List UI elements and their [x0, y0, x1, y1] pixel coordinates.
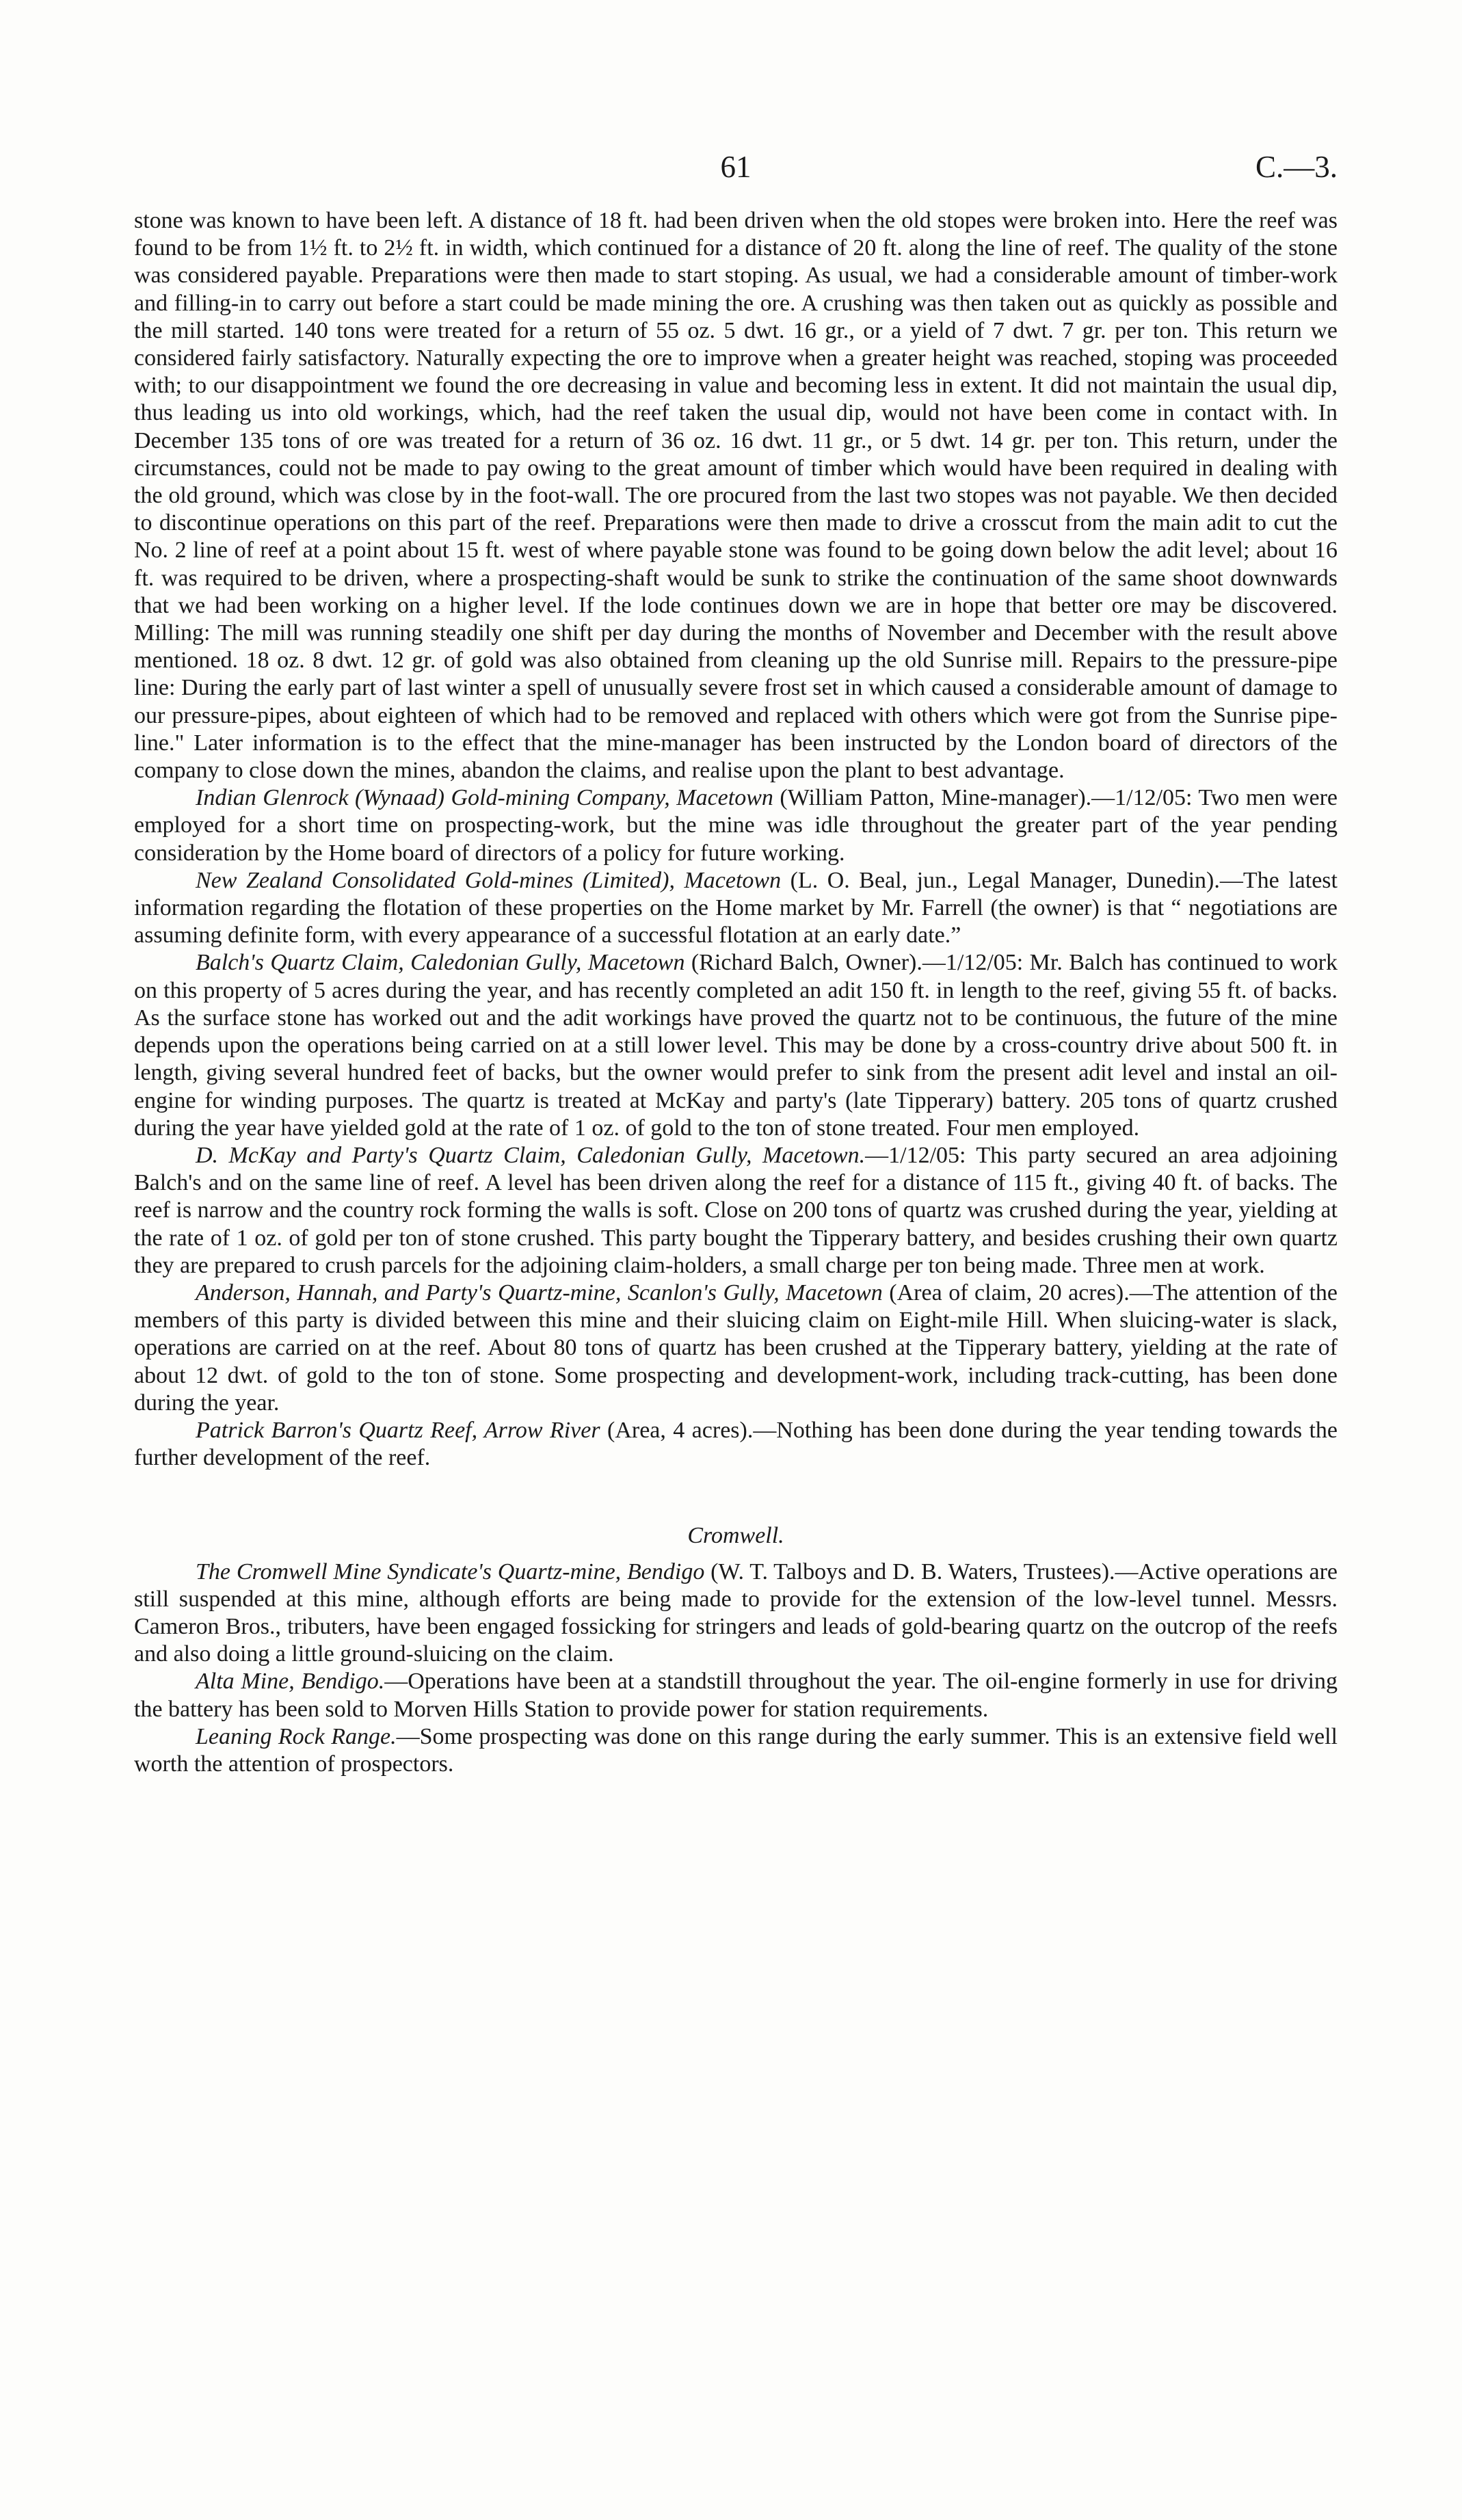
- section-heading: Cromwell.: [687, 1523, 784, 1549]
- paragraph-title: D. McKay and Party's Quartz Claim, Caledonian Gully, Macetown.: [196, 1142, 866, 1168]
- paragraph-text: —Some prospecting was done on this range during the early summer. This is an extensive field well worth the attention of prospectors.: [134, 1723, 1338, 1777]
- paragraph-title: Anderson, Hannah, and Party's Quartz-mine, Scanlon's Gully, Macetown: [196, 1279, 883, 1305]
- paragraph-text: (L. O. Beal, jun., Legal Manager, Dunedin).—The latest information regarding the flotation of these properties on the Home market by Mr. Farrell (the owner) is that “ negotiations are assuming definite form, with every appearance of a successful flotation at an early date.”: [134, 867, 1338, 949]
- paragraph: [134, 1417, 1338, 1472]
- paragraph: [134, 949, 1338, 1141]
- paragraph-title: Alta Mine, Bendigo.: [196, 1669, 385, 1695]
- paragraph: [134, 1723, 1338, 1778]
- body-text: [134, 207, 1338, 1778]
- paragraph: [134, 784, 1338, 867]
- paragraph-title: Indian Glenrock (Wynaad) Gold-mining Company, Macetown: [196, 785, 773, 811]
- paragraph: [134, 867, 1338, 950]
- paragraph-title: The Cromwell Mine Syndicate's Quartz-mine, Bendigo: [196, 1559, 705, 1584]
- paragraph-text: (William Patton, Mine-manager).—1/12/05: Two men were employed for a short time on prospecting-work, but the mine was idle throughout the greater part of the year pending consideration by the Home board of directors of a policy for future working.: [134, 785, 1338, 866]
- paragraph-text: —Operations have been at a standstill throughout the year. The oil-engine formerly in use for driving the battery has been sold to Morven Hills Station to provide power for station requirements.: [134, 1669, 1338, 1722]
- paragraph-text: —1/12/05: This party secured an area adjoining Balch's and on the same line of reef. A level has been driven along the reef for a distance of 115 ft., giving 40 ft. of backs. The reef is narrow and the country rock forming the walls is soft. Close on 200 tons of quartz was crushed during the year, yielding at the rate of 1 oz. of gold per ton of stone crushed. This party bought the Tipperary battery, and besides crushing their own quartz they are prepared to crush parcels for the adjoining claim-holders, a small charge per ton being made. Three men at work.: [134, 1142, 1338, 1278]
- paragraph: [134, 1279, 1338, 1417]
- paragraph-text: (Area of claim, 20 acres).—The attention of the members of this party is divided between this mine and their sluicing claim on Eight-mile Hill. When sluicing-water is slack, operations are carried on at the reef. About 80 tons of quartz has been crushed at the Tipperary battery, yielding at the rate of about 12 dwt. of gold to the ton of stone. Some prospecting and development-work, including track-cutting, has been done during the year.: [134, 1279, 1338, 1416]
- paragraph: [134, 1142, 1338, 1279]
- paragraph-text: (Richard Balch, Owner).—1/12/05: Mr. Balch has continued to work on this property of 5 acres during the year, and has recently completed an adit 150 ft. in length to the reef, giving 55 ft. of backs. As the surface stone has worked out and the adit workings have proved the quartz not to be continuous, the future of the mine depends upon the operations being carried on at a still lower level. This may be done by a cross-country drive about 500 ft. in length, giving several hundred feet of backs, but the owner would prefer to sink from the present adit level and instal an oil-engine for winding purposes. The quartz is treated at McKay and party's (late Tipperary) battery. 205 tons of quartz crushed during the year have yielded gold at the rate of 1 oz. of gold to the ton of stone treated. Four men employed.: [134, 950, 1338, 1141]
- page-number: 61: [720, 150, 752, 184]
- document-reference: C.—3.: [1255, 150, 1338, 184]
- paragraph-text: stone was known to have been left. A distance of 18 ft. had been driven when the old stopes were broken into. Here the reef was found to be from 1½ ft. to 2½ ft. in width, which continued for a distance of 20 ft. along the line of reef. The quality of the stone was considered payable. Preparations were then made to start stoping. As usual, we had a considerable amount of timber-work and filling-in to carry out before a start could be made mining the ore. A crushing was then taken out as quickly as possible and the mill started. 140 tons were treated for a return of 55 oz. 5 dwt. 16 gr., or a yield of 7 dwt. 7 gr. per ton. This return we considered fairly satisfactory. Naturally expecting the ore to improve when a greater height was reached, stoping was proceeded with; to our disappointment we found the ore decreasing in value and becoming less in extent. It did not maintain the usual dip, thus leading us into old workings, which, had the reef taken the usual dip, would not have been come in contact with. In December 135 tons of ore was treated for a return of 36 oz. 16 dwt. 11 gr., or 5 dwt. 14 gr. per ton. This return, under the circumstances, could not be made to pay owing to the great amount of timber which would have been required in dealing with the old ground, which was close by in the foot-wall. The ore procured from the last two stopes was not payable. We then decided to discontinue operations on this part of the reef. Preparations were then made to drive a crosscut from the main adit to cut the No. 2 line of reef at a point about 15 ft. west of where payable stone was found to be going down below the adit level; about 16 ft. was required to be driven, where a prospecting-shaft would be sunk to strike the continuation of the same shoot downwards that we had been working on a higher level. If the lode continues down we are in hope that better ore may be discovered. Milling: The mill was running steadily one shift per day during the months of November and December with the result above mentioned. 18 oz. 8 dwt. 12 gr. of gold was also obtained from cleaning up the old Sunrise mill. Repairs to the pressure-pipe line: During the early part of last winter a spell of unusually severe frost set in which caused a considerable amount of damage to our pressure-pipes, about eighteen of which had to be removed and replaced with others which were got from the Sunrise pipe-line." Later information is to the effect that the mine-manager has been instructed by the London board of directors of the company to close down the mines, abandon the claims, and realise upon the plant to best advantage.: [134, 208, 1338, 784]
- paragraph: [134, 207, 1338, 784]
- paragraph: [134, 1559, 1338, 1669]
- paragraph-title: New Zealand Consolidated Gold-mines (Limited), Macetown: [196, 867, 782, 893]
- page-header: [134, 149, 1338, 190]
- paragraph-title: Balch's Quartz Claim, Caledonian Gully, Macetown: [196, 950, 685, 976]
- paragraph-title: Patrick Barron's Quartz Reef, Arrow River: [196, 1417, 600, 1443]
- paragraph-text: (W. T. Talboys and D. B. Waters, Trustees).—Active operations are still suspended at this mine, although efforts are being made to provide for the extension of the low-level tunnel. Messrs. Cameron Bros., tributers, have been engaged fossicking for stringers and leads of gold-bearing quartz on the outcrop of the reefs and also doing a little ground-sluicing on the claim.: [134, 1559, 1338, 1667]
- paragraph-title: Leaning Rock Range.: [196, 1723, 397, 1749]
- paragraph: [134, 1668, 1338, 1723]
- paragraph-text: (Area, 4 acres).—Nothing has been done during the year tending towards the further development of the reef.: [134, 1417, 1338, 1471]
